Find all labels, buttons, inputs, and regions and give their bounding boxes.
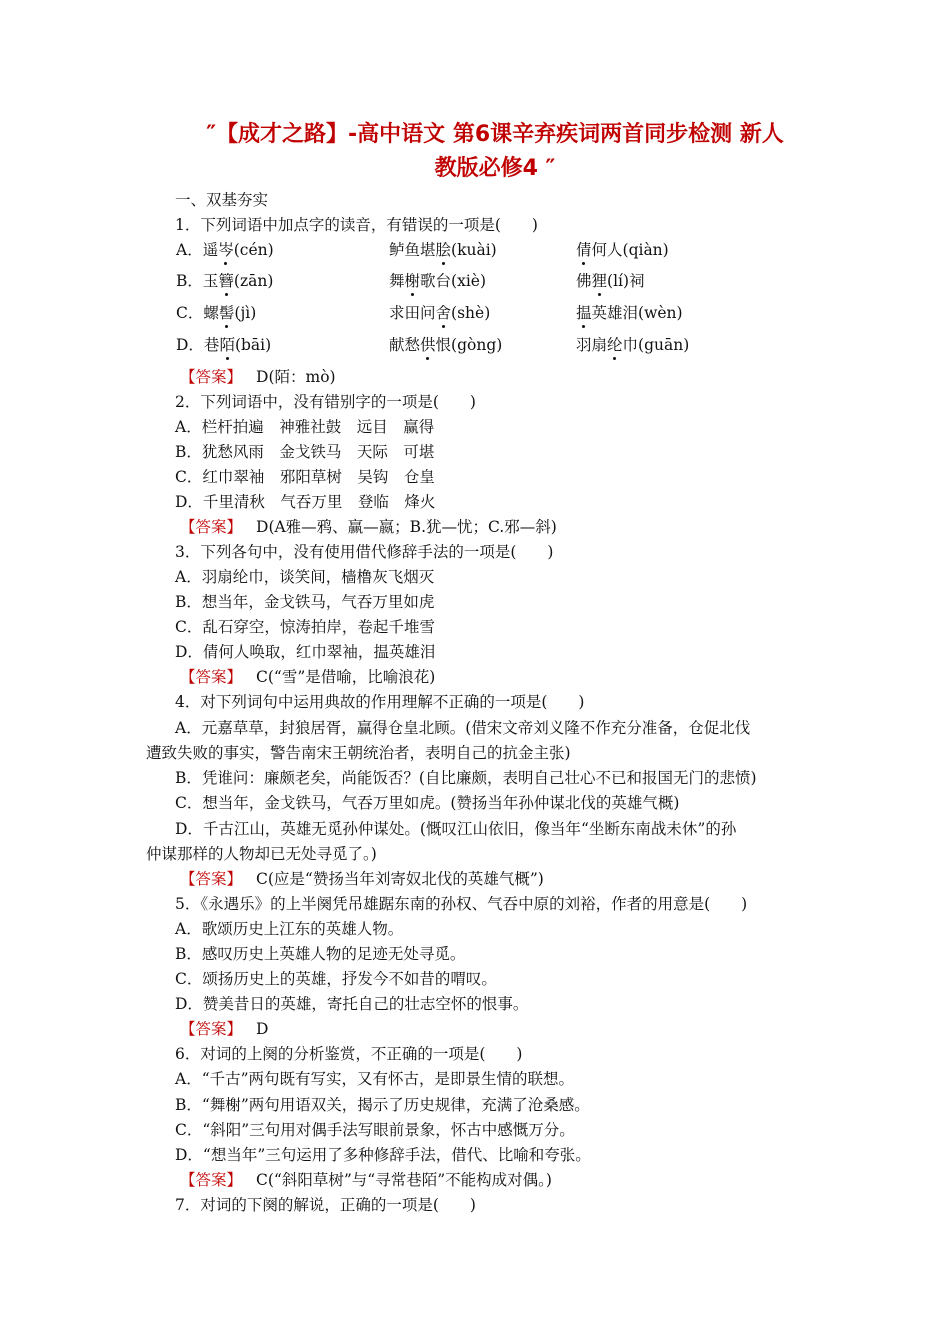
q2-option-c: C．红巾翠袖 邪阳草树 吴钩 仓皇 [175, 468, 435, 486]
document-title-line2: 教版必修4 ″ [434, 156, 556, 181]
answer-tag: 【答案】 [180, 1171, 243, 1189]
q1-option-b-1: B．玉簪(zān) [176, 272, 274, 290]
question-7-stem: 7．对词的下阕的解说，正确的一项是( ) [175, 1196, 476, 1214]
q6-option-b: B．“舞榭”两句用语双关，揭示了历史规律，充满了沧桑感。 [175, 1096, 590, 1114]
q4-option-a-line2: 遭致失败的事实，警告南宋王朝统治者，表明自己的抗金主张) [146, 744, 571, 762]
q1-option-d-1: D．巷陌(bāi) [176, 336, 272, 354]
answer-tag: 【答案】 [180, 870, 243, 888]
q1-option-c-2: 求田问舍(shè) [389, 304, 491, 322]
q3-option-c: C．乱石穿空，惊涛拍岸，卷起千堆雪 [175, 618, 435, 636]
q5-option-a: A．歌颂历史上江东的英雄人物。 [175, 920, 404, 938]
q6-option-a: A．“千古”两句既有写实，又有怀古，是即景生情的联想。 [175, 1070, 575, 1088]
q2-option-a: A．栏杆拍遍 神雅社鼓 远目 赢得 [175, 418, 435, 436]
answer-tag: 【答案】 [180, 668, 243, 686]
q1-option-a-2: 鲈鱼堪脍(kuài) [389, 241, 497, 259]
question-6-answer: 【答案】 C(“斜阳草树”与“寻常巷陌”不能构成对偶。) [180, 1171, 552, 1189]
emphasis-dot-char: 倩 [576, 241, 592, 259]
question-3-answer: 【答案】 C(“雪”是借喻，比喻浪花) [180, 668, 436, 686]
q6-option-d: D．“想当年”三句运用了多种修辞手法，借代、比喻和夸张。 [175, 1146, 591, 1164]
q1-option-c-1: C．螺髻(jì) [176, 304, 257, 322]
question-2-stem: 2．下列词语中，没有错别字的一项是( ) [175, 393, 476, 411]
answer-tag: 【答案】 [180, 368, 243, 386]
emphasis-dot-char: 舍 [435, 304, 452, 322]
q4-option-d-line1: D．千古江山，英雄无觅孙仲谋处。(慨叹江山依旧，像当年“坐断东南战未休”的孙 [175, 820, 737, 838]
q5-option-d: D．赞美昔日的英雄，寄托自己的壮志空怀的恨事。 [175, 995, 529, 1013]
document-title-line1: ″【成才之路】-高中语文 第6课辛弃疾词两首同步检测 新人 [206, 122, 784, 147]
q5-option-c: C．颂扬历史上的英雄，抒发今不如昔的喟叹。 [175, 970, 497, 988]
q1-option-b-3: 佛狸(lí)祠 [576, 272, 645, 290]
emphasis-dot-char: 狸 [591, 272, 608, 290]
emphasis-dot-char: 榭 [404, 272, 421, 290]
question-5-stem: 5．《永遇乐》的上半阕凭吊雄踞东南的孙权、气吞中原的刘裕，作者的用意是( ) [175, 895, 748, 913]
q2-option-b: B．犹愁风雨 金戈铁马 天际 可堪 [175, 443, 435, 461]
q3-option-d: D．倩何人唤取，红巾翠袖，揾英雄泪 [175, 643, 436, 661]
emphasis-dot-char: 脍 [435, 241, 452, 259]
q4-option-d-line2: 仲谋那样的人物却已无处寻觅了。) [146, 845, 377, 863]
q6-option-c: C．“斜阳”三句用对偶手法写眼前景象，怀古中感慨万分。 [175, 1121, 575, 1139]
emphasis-dot-char: 岑 [218, 241, 234, 259]
q1-option-d-2: 献愁供恨(gòng) [389, 336, 503, 354]
question-4-stem: 4．对下列词句中运用典故的作用理解不正确的一项是( ) [175, 693, 585, 711]
q1-option-a-1: A．遥岑(cén) [176, 241, 274, 259]
q1-option-c-3: 揾英雄泪(wèn) [576, 304, 683, 322]
question-1-stem: 1．下列词语中加点字的读音，有错误的一项是( ) [175, 216, 538, 234]
question-6-stem: 6．对词的上阕的分析鉴赏，不正确的一项是( ) [175, 1045, 523, 1063]
emphasis-dot-char: 供 [420, 336, 436, 354]
q1-option-a-3: 倩何人(qiàn) [576, 241, 669, 259]
q1-option-b-2: 舞榭歌台(xiè) [389, 272, 486, 290]
question-4-answer: 【答案】 C(应是“赞扬当年刘寄奴北伐的英雄气概”) [180, 870, 544, 888]
q2-option-d: D．千里清秋 气吞万里 登临 烽火 [175, 493, 436, 511]
q5-option-b: B．感叹历史上英雄人物的足迹无处寻觅。 [175, 945, 466, 963]
emphasis-dot-char: 陌 [219, 336, 235, 354]
section-heading: 一、双基夯实 [175, 191, 269, 209]
question-1-answer: 【答案】 D(陌：mò) [180, 368, 336, 386]
question-3-stem: 3．下列各句中，没有使用借代修辞手法的一项是( ) [175, 543, 554, 561]
answer-tag: 【答案】 [180, 1020, 243, 1038]
emphasis-dot-char: 纶 [607, 336, 623, 354]
q4-option-c: C．想当年，金戈铁马，气吞万里如虎。(赞扬当年孙仲谋北伐的英雄气概) [175, 794, 680, 812]
emphasis-dot-char: 簪 [218, 272, 234, 290]
question-2-answer: 【答案】 D(A雅—鸦、赢—嬴；B.犹—忧；C.邪—斜) [180, 518, 557, 536]
q4-option-a-line1: A．元嘉草草，封狼居胥，赢得仓皇北顾。(借宋文帝刘义隆不作充分准备，仓促北伐 [175, 719, 751, 737]
emphasis-dot-char: 揾 [576, 304, 592, 322]
emphasis-dot-char: 髻 [218, 304, 235, 322]
q4-option-b: B．凭谁问：廉颇老矣，尚能饭否？(自比廉颇，表明自己壮心不已和报国无门的悲愤) [175, 769, 757, 787]
q3-option-b: B．想当年，金戈铁马，气吞万里如虎 [175, 593, 435, 611]
q3-option-a: A．羽扇纶巾，谈笑间，樯橹灰飞烟灭 [175, 568, 435, 586]
question-5-answer: 【答案】 D [180, 1020, 269, 1038]
answer-tag: 【答案】 [180, 518, 243, 536]
q1-option-d-3: 羽扇纶巾(guān) [576, 336, 690, 354]
